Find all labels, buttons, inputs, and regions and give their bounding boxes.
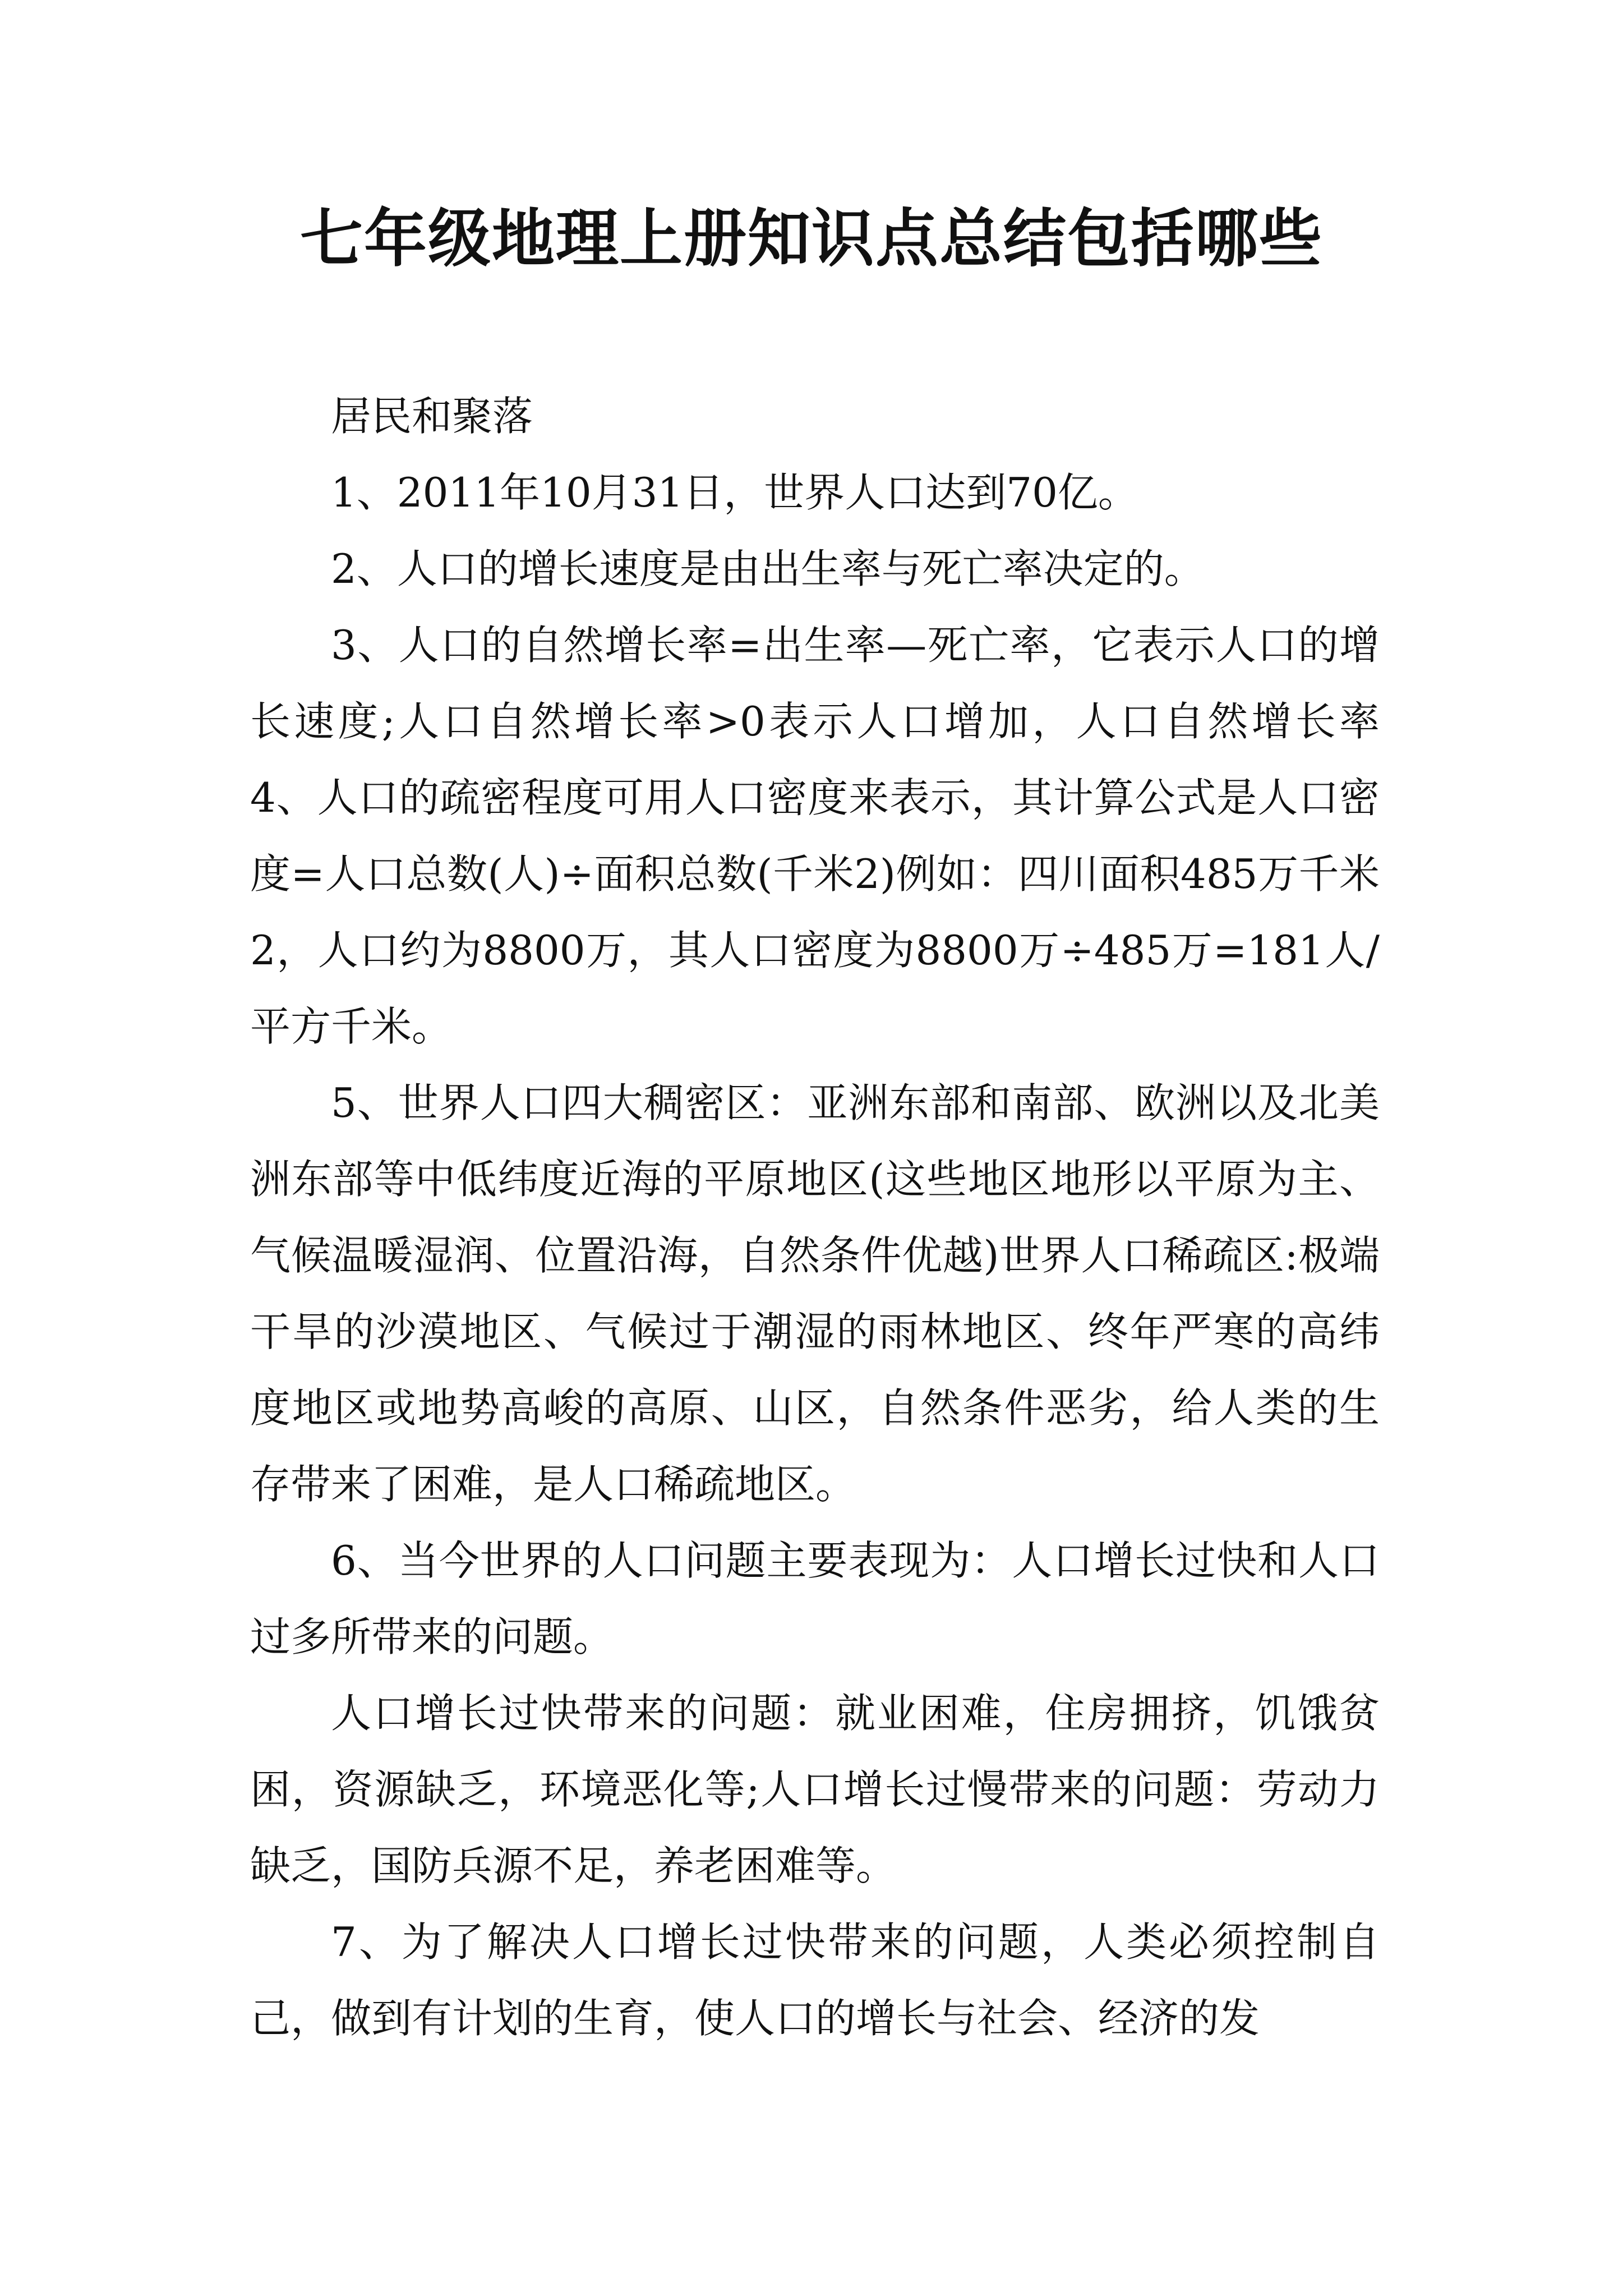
paragraph-6: 6、当今世界的人口问题主要表现为：人口增长过快和人口过多所带来的问题。 — [250, 1537, 1380, 1660]
paragraph-problems: 人口增长过快带来的问题：就业困难，住房拥挤，饥饿贫困，资源缺乏，环境恶化等;人口增长过慢带来的问题：劳动力缺乏，国防兵源不足，养老困难等。 — [250, 1690, 1380, 1889]
document-body — [250, 378, 1461, 2056]
paragraph-2: 2、人口的增长速度是由出生率与死亡率决定的。 — [331, 545, 1205, 592]
page-title: 七年级地理上册知识点总结包括哪些 — [300, 202, 1323, 275]
paragraph-3: 3、人口的自然增长率=出生率—死亡率，它表示人口的增长速度;人口自然增长率>0表示人口增加，人口自然增长率 4、人口的疏密程度可用人口密度来表示，其计算公式是人口密度=人口总数(人)÷面积总数(千米2)例如：四川面积485万千米2，人口约为8800万，其人口密度为8800万÷485万=181人/平方千米。 — [250, 622, 1461, 1050]
paragraph-1: 1、2011年10月31日，世界人口达到70亿。 — [331, 469, 1138, 516]
paragraph-5: 5、世界人口四大稠密区：亚洲东部和南部、欧洲以及北美洲东部等中低纬度近海的平原地区(这些地区地形以平原为主、气候温暖湿润、位置沿海，自然条件优越)世界人口稀疏区:极端干旱的沙漠地区、气候过于潮湿的雨林地区、终年严寒的高纬度地区或地势高峻的高原、山区，自然条件恶劣，给人类的生存带来了困难，是人口稀疏地区。 — [250, 1079, 1380, 1508]
section-heading: 居民和聚落 — [331, 393, 533, 440]
paragraph-7: 7、为了解决人口增长过快带来的问题，人类必须控制自己，做到有计划的生育，使人口的增长与社会、经济的发 — [250, 1918, 1380, 2042]
